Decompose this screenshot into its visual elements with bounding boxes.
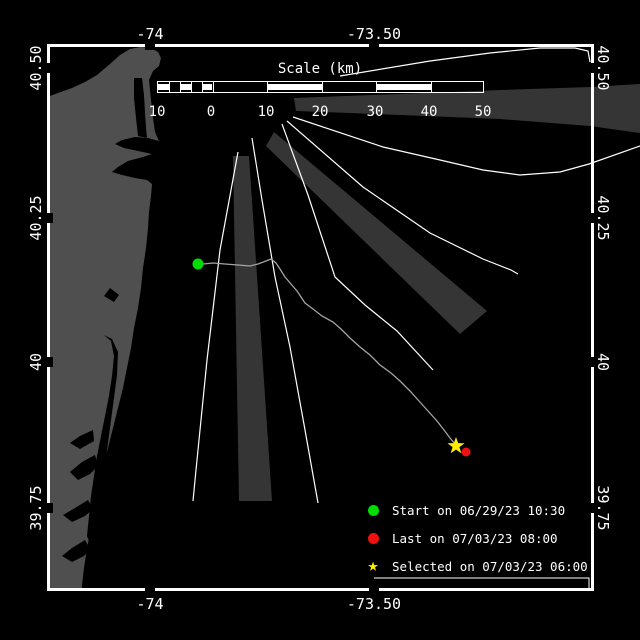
tick-gap-top	[145, 43, 155, 50]
tick-gap-left	[46, 213, 53, 223]
beam-line-f	[340, 48, 590, 76]
beam-vertical	[233, 156, 272, 501]
scalebar-label: 10	[257, 104, 275, 120]
tick-gap-right	[590, 63, 597, 73]
tick-gap-left	[46, 503, 53, 513]
axis-label-right: 39.75	[594, 485, 612, 531]
beam-east	[294, 84, 640, 133]
axis-label-left: 40	[27, 352, 45, 372]
scalebar-label: 30	[366, 104, 384, 120]
scalebar-title: Scale (km)	[277, 61, 363, 77]
axis-label-top: -74	[136, 25, 164, 43]
tick-gap-top	[369, 43, 379, 50]
start-marker[interactable]	[193, 259, 204, 270]
legend-star-icon: ★	[367, 555, 379, 576]
tick-gap-left	[46, 63, 53, 73]
scalebar-label: 50	[474, 104, 492, 120]
scalebar-label: 20	[311, 104, 329, 120]
tick-gap-bottom	[369, 587, 379, 594]
axis-label-left: 40.50	[27, 45, 45, 91]
axis-label-right: 40.25	[594, 195, 612, 241]
legend-item-label: Selected on 07/03/23 06:00	[392, 558, 588, 574]
tick-gap-bottom	[145, 587, 155, 594]
scalebar-label: 40	[420, 104, 438, 120]
beam-diagonal	[266, 132, 487, 334]
last-marker[interactable]	[462, 448, 471, 457]
scalebar-label: 10	[148, 104, 166, 120]
beam-line-a	[193, 152, 238, 501]
tick-gap-right	[590, 357, 597, 367]
axis-label-right: 40.50	[594, 45, 612, 91]
axis-label-left: 40.25	[27, 195, 45, 241]
scalebar-label: 0	[206, 104, 216, 120]
legend-item-label: Last on 07/03/23 08:00	[392, 530, 558, 546]
axis-label-bottom: -74	[136, 595, 164, 613]
map-frame-inner-line	[374, 578, 589, 589]
legend-item-label: Start on 06/29/23 10:30	[392, 502, 566, 518]
axis-label-left: 39.75	[27, 485, 45, 531]
tick-gap-right	[590, 503, 597, 513]
axis-label-top: -73.50	[346, 25, 402, 43]
axis-label-right: 40	[594, 352, 612, 372]
tick-gap-left	[46, 357, 53, 367]
axis-label-bottom: -73.50	[346, 595, 402, 613]
tick-gap-right	[590, 213, 597, 223]
